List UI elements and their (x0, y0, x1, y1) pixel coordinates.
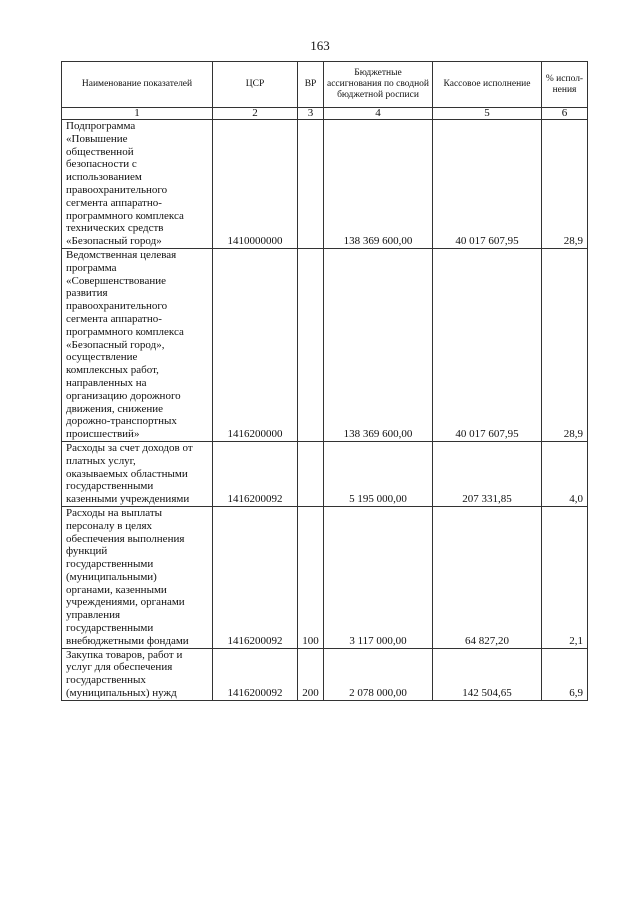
csr-code: 1416200000 (213, 248, 298, 441)
indicator-name: Ведомственная целевая программа «Совершенствование развития правоохранительного сегмента аппаратно- программного комплекса «Безопасный город», осуществление комплексных работ, направленных на организацию дорожного движения, снижение дорожно-транспортных происшествий» (62, 248, 213, 441)
cash-amount: 40 017 607,95 (433, 120, 542, 249)
budget-execution-table (61, 61, 588, 701)
header-row (62, 62, 588, 108)
column-number: 3 (298, 108, 324, 120)
column-number: 2 (213, 108, 298, 120)
column-number: 6 (542, 108, 588, 120)
cash-amount: 64 827,20 (433, 506, 542, 648)
table-row (62, 441, 588, 506)
cash-amount: 207 331,85 (433, 441, 542, 506)
header-execution-percent: % испол-нения (542, 62, 588, 108)
indicator-name: Подпрограмма «Повышение общественной безопасности с использованием правоохранительного сегмента аппаратно- программного комплекса технических средств «Безопасный город» (62, 120, 213, 249)
column-number: 4 (324, 108, 433, 120)
header-budget-allocations: Бюджетные ассигнования по сводной бюджетной росписи (324, 62, 433, 108)
csr-code: 1416200092 (213, 648, 298, 700)
execution-percent: 28,9 (542, 248, 588, 441)
table-row (62, 248, 588, 441)
budget-amount: 138 369 600,00 (324, 248, 433, 441)
table-row (62, 648, 588, 700)
budget-amount: 5 195 000,00 (324, 441, 433, 506)
header-csr: ЦСР (213, 62, 298, 108)
execution-percent: 28,9 (542, 120, 588, 249)
header-cash-execution: Кассовое исполнение (433, 62, 542, 108)
header-indicator-name: Наименование показателей (62, 62, 213, 108)
vr-code (298, 441, 324, 506)
csr-code: 1416200092 (213, 441, 298, 506)
indicator-name: Расходы за счет доходов от платных услуг, оказываемых областными государственными казенными учреждениями (62, 441, 213, 506)
cash-amount: 40 017 607,95 (433, 248, 542, 441)
page-number: 163 (310, 38, 330, 53)
budget-amount: 2 078 000,00 (324, 648, 433, 700)
vr-code: 100 (298, 506, 324, 648)
vr-code: 200 (298, 648, 324, 700)
budget-amount: 138 369 600,00 (324, 120, 433, 249)
execution-percent: 4,0 (542, 441, 588, 506)
column-number-row (62, 108, 588, 120)
vr-code (298, 120, 324, 249)
column-number: 5 (433, 108, 542, 120)
indicator-name: Расходы на выплаты персоналу в целях обеспечения выполнения функций государственными (муниципальными) органами, казенными учреждениями, органами управления государственными внебюджетными фондами (62, 506, 213, 648)
csr-code: 1410000000 (213, 120, 298, 249)
header-vr: ВР (298, 62, 324, 108)
execution-percent: 2,1 (542, 506, 588, 648)
budget-amount: 3 117 000,00 (324, 506, 433, 648)
column-number: 1 (62, 108, 213, 120)
indicator-name: Закупка товаров, работ и услуг для обеспечения государственных (муниципальных) нужд (62, 648, 213, 700)
execution-percent: 6,9 (542, 648, 588, 700)
cash-amount: 142 504,65 (433, 648, 542, 700)
table-row (62, 120, 588, 249)
vr-code (298, 248, 324, 441)
table-row (62, 506, 588, 648)
csr-code: 1416200092 (213, 506, 298, 648)
